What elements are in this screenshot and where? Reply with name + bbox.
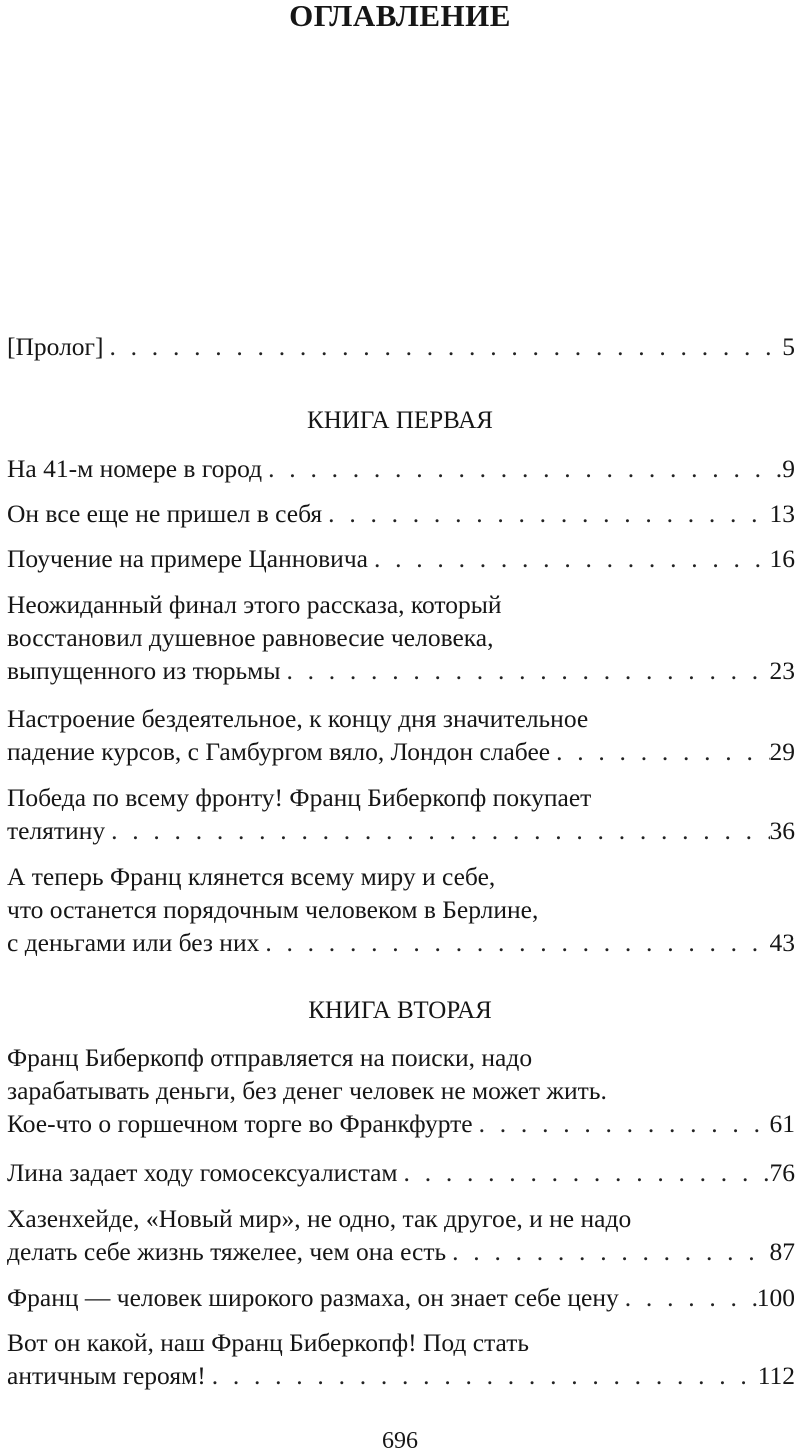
toc-leader-dots (398, 1156, 770, 1189)
toc-leader-dots (619, 1281, 757, 1314)
toc-entry (7, 452, 795, 485)
toc-entry-title: с деньгами или без них (7, 928, 260, 957)
toc-leader-dots (206, 1359, 758, 1392)
toc-entry-line: Хазенхейде, «Новый мир», не одно, так другое, и не надо (7, 1204, 632, 1233)
toc-entry (7, 1202, 795, 1268)
toc-entry-line (7, 452, 795, 485)
toc-entry-title: античным героям! (7, 1361, 206, 1390)
toc-entry-title: Поучение на примере Цанновича (7, 544, 368, 573)
toc-page-number: 112 (757, 1361, 795, 1390)
toc-entry-line: А теперь Франц клянется всему миру и себе, (7, 862, 496, 891)
toc-entry-line (7, 926, 795, 959)
toc-entry-title: На 41-м номере в город (7, 454, 263, 483)
toc-leader-dots (259, 926, 769, 959)
book-two-heading: КНИГА ВТОРАЯ (308, 997, 492, 1024)
book-one-heading: КНИГА ПЕРВАЯ (307, 407, 493, 434)
toc-entry (7, 702, 795, 768)
toc-entry-line (7, 542, 795, 575)
toc-entry-line: восстановил душевное равновесие человека, (7, 623, 494, 652)
toc-entry-line: Франц Биберкопф отправляется на поиски, надо (7, 1043, 533, 1072)
toc-page-number: 43 (769, 928, 795, 957)
toc-entry-title: Лина задает ходу гомосексуалистам (7, 1158, 398, 1187)
toc-entry-line (7, 654, 795, 687)
toc-entry (7, 1281, 795, 1314)
toc-page-number: 9 (782, 454, 795, 483)
toc-entry-title: Он все еще не пришел в себя (7, 499, 323, 528)
toc-leader-dots (262, 452, 782, 485)
toc-entry (7, 497, 795, 530)
toc-entry-line (7, 1235, 795, 1268)
toc-entry (7, 1326, 795, 1392)
toc-page-number: 29 (769, 737, 795, 766)
toc-leader-dots (105, 814, 769, 847)
toc-entry-title: Кое-что о горшечном торге во Франкфурте (7, 1109, 473, 1138)
toc-page-number: 61 (769, 1109, 795, 1138)
toc-entry-line: что останется порядочным человеком в Берлине, (7, 895, 539, 924)
toc-entry-line (7, 814, 795, 847)
toc-entry-title: делать себе жизнь тяжелее, чем она есть (7, 1237, 447, 1266)
toc-leader-dots (280, 654, 769, 687)
toc-entry-line (7, 1107, 795, 1140)
toc-page-number: 23 (769, 656, 795, 685)
toc-page-number: 16 (769, 544, 795, 573)
toc-entry-line (7, 497, 795, 530)
toc-entry-line (7, 330, 795, 363)
toc-entry-line: Настроение бездеятельное, к концу дня значительное (7, 704, 589, 733)
toc-entry-line: Вот он какой, наш Франц Биберкопф! Под стать (7, 1328, 529, 1357)
toc-entry-title: [Пролог] (7, 332, 104, 361)
toc-entry (7, 1041, 795, 1140)
toc-leader-dots (104, 330, 783, 363)
toc-entry (7, 542, 795, 575)
toc-page-number: 100 (756, 1283, 795, 1312)
toc-entry-line: Неожиданный финал этого рассказа, который (7, 590, 502, 619)
toc-page-number: 36 (769, 816, 795, 845)
toc-entry-title: падение курсов, с Гамбургом вяло, Лондон слабее (7, 737, 551, 766)
toc-entry-line (7, 1359, 795, 1392)
toc-entry-line: зарабатывать деньги, без денег человек не может жить. (7, 1076, 607, 1105)
toc-leader-dots (368, 542, 770, 575)
page-number-footer: 696 (382, 1428, 418, 1454)
toc-entry-line: Победа по всему фронту! Франц Биберкопф покупает (7, 783, 592, 812)
toc-page-number: 13 (769, 499, 795, 528)
toc-entry-title: телятину (7, 816, 106, 845)
toc-page-number: 87 (769, 1237, 795, 1266)
toc-entry-title: выпущенного из тюрьмы (7, 656, 281, 685)
toc-entry (7, 588, 795, 687)
toc-leader-dots (550, 735, 769, 768)
toc-entry-line (7, 1156, 795, 1189)
toc-entry-title: Франц — человек широкого размаха, он знает себе цену (7, 1283, 619, 1312)
toc-entry-line (7, 735, 795, 768)
toc-leader-dots (473, 1107, 770, 1140)
toc-leader-dots (322, 497, 769, 530)
toc-entry (7, 781, 795, 847)
toc-page-number: 76 (769, 1158, 795, 1187)
toc-leader-dots (446, 1235, 769, 1268)
page-title: ОГЛАВЛЕНИЕ (289, 0, 511, 33)
toc-entry-prologue (7, 330, 795, 363)
toc-entry (7, 1156, 795, 1189)
toc-entry-line (7, 1281, 795, 1314)
toc-entry (7, 860, 795, 959)
toc-page-number: 5 (782, 332, 795, 361)
